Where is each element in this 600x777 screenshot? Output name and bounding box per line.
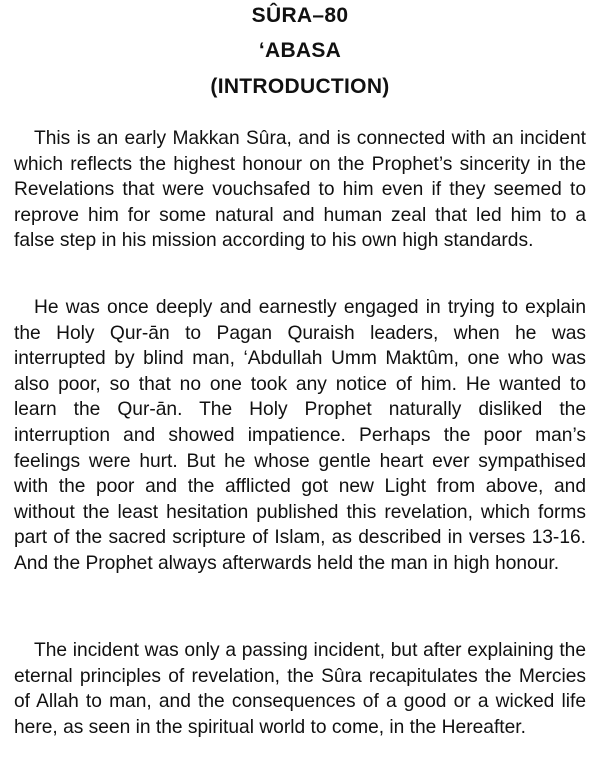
paragraph-1: This is an early Makkan Sûra, and is connected with an incident which reflects the highest honour on the Prophet’s sincerity in the Revelations that were vouchsafed to him even if they seemed to reprove him for some natural and human zeal that led him to a false step in his mission according to his own high standards. [14, 128, 586, 252]
paragraph-2: He was once deeply and earnestly engaged in trying to explain the Holy Qur-ān to Pagan Quraish leaders, when he was interrupted by blind man, ‘Abdullah Umm Maktûm, one who was also poor, so that no one took any notice of him. He wanted to learn the Qur-ān. The Holy Prophet naturally disliked the interruption and showed impatience. Perhaps the poor man’s feelings were hurt. But he whose gentle heart ever sympathised with the poor and the afflicted got new Light from above, and without the least hesitation published this revelation, which forms part of the sacred scripture of Islam, as described in verses 13-16. And the Prophet always afterwards held the man in high honour. [14, 297, 586, 574]
paragraph-3: The incident was only a passing incident, but after explaining the eternal principles of revelation, the Sûra recapitulates the Mercies of Allah to man, and the consequences of a good or a wicked life here, as seen in the spiritual world to come, in the Hereafter. [14, 640, 586, 738]
sura-number-heading: SÛRA–80 [251, 4, 349, 27]
section-heading: (INTRODUCTION) [210, 75, 390, 98]
sura-name-heading: ‘ABASA [258, 39, 342, 62]
